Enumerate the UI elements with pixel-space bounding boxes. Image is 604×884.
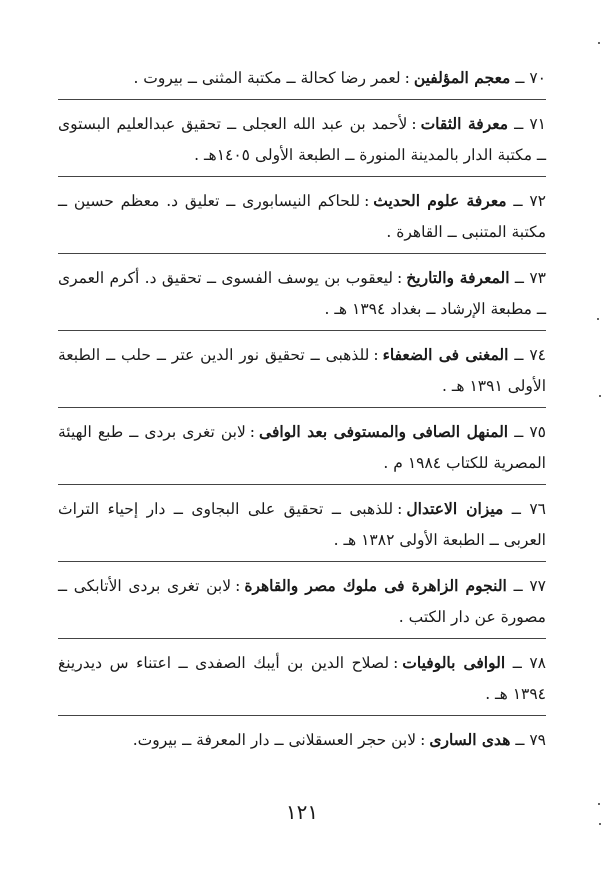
bibliography-entry bbox=[58, 570, 546, 633]
entry-title: الوافى بالوفيات bbox=[402, 653, 506, 672]
entry-details: لأحمد بن عبد الله العجلى ــ تحقيق عبدالعليم البستوى ــ مكتبة الدار بالمدينة المنورة ــ الطبعة الأولى ١٤٠٥هـ . bbox=[58, 115, 546, 164]
entry-dash: ــ bbox=[515, 69, 525, 87]
bibliography-entry bbox=[58, 724, 546, 756]
entry-dash: ــ bbox=[514, 423, 524, 441]
entry-number: ٧٩ bbox=[529, 731, 546, 749]
entry-colon: : bbox=[249, 423, 256, 441]
entry-number: ٧٥ bbox=[529, 423, 546, 441]
entry-details: للحاكم النيسابورى ــ تعليق د. معظم حسين ــ مكتبة المتنبى ــ القاهرة . bbox=[58, 192, 546, 241]
bibliography-entry bbox=[58, 493, 546, 556]
entry-number: ٧٦ bbox=[529, 500, 546, 518]
scan-speck bbox=[598, 42, 600, 44]
bibliography-entry bbox=[58, 262, 546, 325]
entry-colon: : bbox=[364, 192, 370, 210]
entry-number: ٧٣ bbox=[529, 269, 546, 287]
entry-details: ليعقوب بن يوسف الفسوى ــ تحقيق د. أكرم العمرى ــ مطبعة الإرشاد ــ بغداد ١٣٩٤ هـ . bbox=[58, 269, 546, 318]
bibliography-entry bbox=[58, 647, 546, 710]
entry-number: ٧٤ bbox=[529, 346, 546, 364]
page-number: ١٢١ bbox=[285, 800, 319, 824]
entry-divider bbox=[58, 561, 546, 562]
scan-speck bbox=[599, 823, 601, 825]
entry-title: المعرفة والتاريخ bbox=[406, 268, 510, 287]
entry-title: معرفة علوم الحديث bbox=[373, 191, 507, 210]
entry-number: ٧٢ bbox=[529, 192, 546, 210]
entry-divider bbox=[58, 638, 546, 639]
entry-number: ٧٧ bbox=[529, 577, 546, 595]
entry-colon: : bbox=[393, 654, 399, 672]
entry-details: لابن حجر العسقلانى ــ دار المعرفة ــ بيروت. bbox=[132, 731, 417, 749]
entry-number: ٧١ bbox=[529, 115, 546, 133]
entry-colon: : bbox=[397, 269, 403, 287]
entry-dash: ــ bbox=[514, 269, 524, 287]
scan-speck bbox=[597, 318, 599, 320]
entry-colon: : bbox=[235, 577, 241, 595]
entry-dash: ــ bbox=[515, 731, 525, 749]
entry-title: المنهل الصافى والمستوفى بعد الوافى bbox=[259, 422, 509, 441]
entry-colon: : bbox=[373, 346, 379, 364]
entry-colon: : bbox=[420, 731, 426, 749]
bibliography-entry bbox=[58, 185, 546, 248]
entry-dash: ــ bbox=[513, 577, 523, 595]
entry-details: لابن تغرى بردى ــ طبع الهيئة المصرية للكتاب ١٩٨٤ م . bbox=[58, 423, 546, 472]
entry-divider bbox=[58, 407, 546, 408]
bibliography-entry bbox=[58, 416, 546, 479]
entry-title: ميزان الاعتدال bbox=[406, 499, 504, 518]
entry-colon: : bbox=[397, 500, 403, 518]
entry-dash: ــ bbox=[514, 115, 524, 133]
entry-details: للذهبى ــ تحقيق نور الدين عتر ــ حلب ــ الطبعة الأولى ١٣٩١ هـ . bbox=[58, 346, 546, 395]
entry-details: لابن تغرى بردى الأتابكى ــ مصورة عن دار الكتب . bbox=[58, 577, 546, 626]
entry-divider bbox=[58, 99, 546, 100]
entry-divider bbox=[58, 253, 546, 254]
entry-details: لعمر رضا كحالة ــ مكتبة المثنى ــ بيروت . bbox=[133, 69, 401, 87]
entry-dash: ــ bbox=[514, 346, 524, 364]
entry-title: معرفة الثقات bbox=[420, 114, 509, 133]
bibliography-entry bbox=[58, 339, 546, 402]
entry-divider bbox=[58, 176, 546, 177]
entry-title: هدى السارى bbox=[429, 730, 511, 749]
entry-title: معجم المؤلفين bbox=[413, 68, 511, 87]
entry-divider bbox=[58, 484, 546, 485]
entry-dash: ــ bbox=[513, 192, 523, 210]
entry-colon: : bbox=[411, 115, 417, 133]
entry-dash: ــ bbox=[511, 500, 521, 518]
entry-number: ٧٨ bbox=[529, 654, 546, 672]
entry-dash: ــ bbox=[512, 654, 522, 672]
entry-number: ٧٠ bbox=[529, 69, 546, 87]
entry-details: للذهبى ــ تحقيق على البجاوى ــ دار إحياء التراث العربى ــ الطبعة الأولى ١٣٨٢ هـ . bbox=[58, 500, 546, 549]
entry-divider bbox=[58, 715, 546, 716]
entry-title: المغنى فى الضعفاء bbox=[382, 345, 509, 364]
scan-speck bbox=[598, 803, 600, 805]
scan-speck bbox=[599, 395, 601, 397]
bibliography-list bbox=[58, 62, 546, 756]
entry-colon: : bbox=[404, 69, 410, 87]
entry-details: لصلاح الدين بن أيبك الصفدى ــ اعتناء س ديدرينغ ١٣٩٤ هـ . bbox=[58, 654, 546, 703]
bibliography-entry bbox=[58, 62, 546, 94]
entry-title: النجوم الزاهرة فى ملوك مصر والقاهرة bbox=[244, 576, 507, 595]
entry-divider bbox=[58, 330, 546, 331]
bibliography-entry bbox=[58, 108, 546, 171]
